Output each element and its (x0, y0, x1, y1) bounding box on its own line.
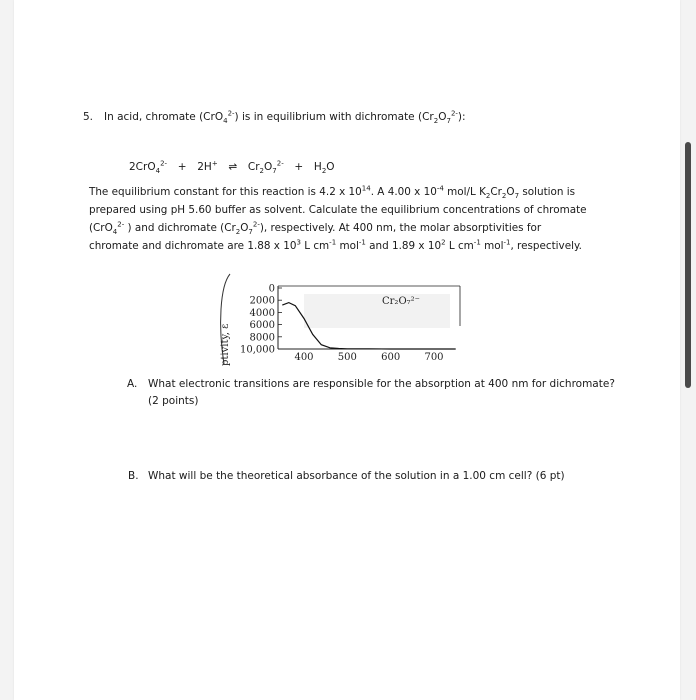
y-tick-label: 0 (268, 283, 275, 295)
y-tick-label: 10,000 (240, 344, 275, 356)
part-a-label: A. (127, 378, 138, 390)
equilibrium-arrow-icon: ⇌ (228, 161, 238, 173)
x-tick-label: 600 (381, 352, 401, 363)
scrollbar[interactable] (685, 142, 691, 388)
statement-line-3: (CrO$_4^{2-}$ ) and dichromate $(Cr_2O_7^{2-})$, respectively. At 400 nm, the molar absorptivities for (89, 220, 542, 237)
y-tick-label: 8000 (249, 332, 275, 344)
y-tick-label: 2000 (249, 295, 275, 307)
part-a-question: What electronic transitions are responsible for the absorption at 400 nm for dichromate? (2 points) (148, 378, 615, 407)
statement-line-4: chromate and dichromate are 1.88 x $10^3$ L $cm^{-1}$ mol$^{-1}$ and 1.89 x $10^2$ L $cm^{-1}$ mol$^{-1}$, respectively. (89, 238, 582, 252)
part-b-question: What will be the theoretical absorbance of the solution in a 1.00 cm cell? (6 pt) (148, 470, 565, 482)
curve-label: Cr₂O₇²⁻ (382, 296, 420, 307)
question-number: 5. (83, 111, 94, 123)
part-b-label: B. (128, 470, 139, 482)
x-tick-label: 700 (424, 352, 444, 363)
y-axis-label: ptivity, ε (220, 323, 231, 366)
statement-line-1: The equilibrium constant for this reaction is 4.2 x $10^{14}$. A 4.00 x $10^{-4}$ mol/L $K_2Cr_2O_7$ solution is (89, 184, 576, 201)
problem-statement (89, 183, 609, 255)
question-title: In acid, chromate (CrO$_4^{2-}$) is in equilibrium with dichromate $(Cr_2O_7^{2-})$: (104, 109, 466, 126)
x-tick-label: 500 (337, 352, 357, 363)
spectrum-chart (216, 266, 466, 370)
y-tick-label: 4000 (249, 307, 275, 319)
x-tick-label: 400 (294, 352, 314, 363)
absorption-spectrum-figure (216, 266, 466, 370)
statement-line-2: prepared using pH 5.60 buffer as solvent. Calculate the equilibrium concentrations of chromate (89, 204, 587, 216)
y-tick-label: 6000 (249, 320, 275, 332)
chemical-equation: 2CrO$_4^{2-}$ + 2H+ ⇌ $Cr_2O_7^{2-} + H_2O$ (129, 159, 335, 176)
